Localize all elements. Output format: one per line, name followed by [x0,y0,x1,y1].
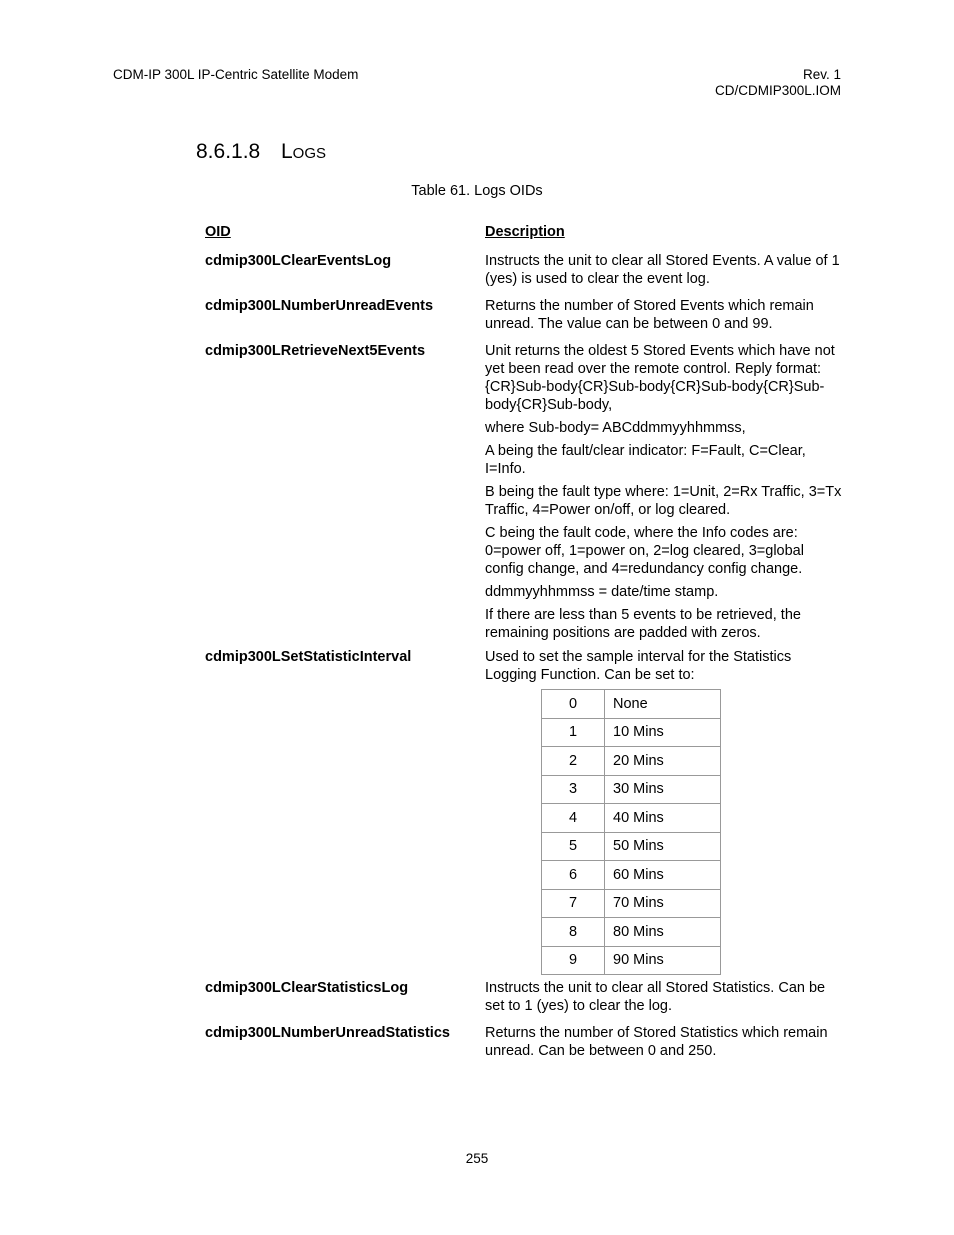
interval-option-row [542,804,721,833]
interval-option-code: 6 [542,861,605,890]
desc-paragraph: Used to set the sample interval for the Statistics Logging Function. Can be set to: [485,649,792,683]
oid-number-unread-events: cdmip300LNumberUnreadEvents [205,298,434,314]
interval-option-row [542,747,721,776]
desc-clear-statistics-log [485,979,845,1020]
interval-option-code: 2 [542,747,605,776]
interval-option-code: 3 [542,775,605,804]
oid-set-statistic-interval: cdmip300LSetStatisticInterval [205,649,412,665]
desc-paragraph: A being the fault/clear indicator: F=Fault, C=Clear, I=Info. [485,443,806,477]
oid-number-unread-statistics: cdmip300LNumberUnreadStatistics [205,1025,450,1041]
desc-paragraph: ddmmyyhhmmss = date/time stamp. [485,584,719,600]
interval-option-row [542,861,721,890]
interval-option-label: 60 Mins [605,861,721,890]
desc-paragraph: C being the fault code, where the Info codes are: 0=power off, 1=power on, 2=log cleared, 3=global config change, and 4=redundancy config change. [485,525,804,577]
desc-paragraph: If there are less than 5 events to be retrieved, the remaining positions are padded with zeros. [485,607,801,641]
interval-option-label: None [605,690,721,719]
interval-option-row [542,718,721,747]
interval-option-label: 30 Mins [605,775,721,804]
interval-option-code: 7 [542,889,605,918]
interval-option-code: 4 [542,804,605,833]
desc-paragraph: Returns the number of Stored Statistics which remain unread. Can be between 0 and 250. [485,1025,828,1059]
header-revision-block [715,67,841,99]
column-header-description: Description [485,224,565,240]
section-title: Logs [281,140,327,163]
desc-paragraph: B being the fault type where: 1=Unit, 2=Rx Traffic, 3=Tx Traffic, 4=Power on/off, or log cleared. [485,484,842,518]
interval-option-label: 50 Mins [605,832,721,861]
interval-option-code: 8 [542,918,605,947]
statistic-interval-table [541,689,721,975]
desc-paragraph: Unit returns the oldest 5 Stored Events which have not yet been read over the remote control. Reply format: {CR}Sub-body{CR}Sub-body{CR}Sub-body{CR}Sub-body{CR}Sub-body, [485,343,835,413]
desc-paragraph: Instructs the unit to clear all Stored Events. A value of 1 (yes) is used to clear the event log. [485,253,840,287]
oid-clear-statistics-log: cdmip300LClearStatisticsLog [205,980,409,996]
desc-paragraph: Returns the number of Stored Events which remain unread. The value can be between 0 and 99. [485,298,814,332]
interval-option-label: 10 Mins [605,718,721,747]
interval-option-code: 5 [542,832,605,861]
header-revision: Rev. 1 [802,67,841,82]
page-number: 255 [465,1151,489,1166]
oid-clear-events-log: cdmip300LClearEventsLog [205,253,392,269]
desc-number-unread-events [485,297,845,338]
desc-paragraph: Instructs the unit to clear all Stored Statistics. Can be set to 1 (yes) to clear the log. [485,980,826,1014]
desc-set-statistic-interval [485,648,845,689]
oid-retrieve-next5-events: cdmip300LRetrieveNext5Events [205,343,426,359]
interval-option-row [542,690,721,719]
section-number: 8.6.1.8 [196,140,261,163]
interval-option-row [542,775,721,804]
table-caption: Table 61. Logs OIDs [411,183,543,199]
interval-option-row [542,832,721,861]
header-document-title: CDM-IP 300L IP-Centric Satellite Modem [113,67,359,82]
interval-option-label: 20 Mins [605,747,721,776]
interval-option-row [542,918,721,947]
interval-option-code: 9 [542,946,605,975]
desc-clear-events-log [485,252,845,293]
interval-option-label: 80 Mins [605,918,721,947]
desc-number-unread-statistics [485,1024,845,1065]
interval-option-row [542,889,721,918]
interval-option-label: 40 Mins [605,804,721,833]
interval-option-code: 1 [542,718,605,747]
column-header-oid: OID [205,224,231,240]
section-heading [196,140,326,164]
interval-option-label: 70 Mins [605,889,721,918]
header-document-code: CD/CDMIP300L.IOM [714,83,841,98]
desc-paragraph: where Sub-body= ABCddmmyyhhmmss, [485,420,746,436]
interval-option-code: 0 [542,690,605,719]
desc-retrieve-next5-events [485,342,845,647]
interval-option-label: 90 Mins [605,946,721,975]
interval-option-row [542,946,721,975]
statistic-interval-table-body [542,690,721,975]
